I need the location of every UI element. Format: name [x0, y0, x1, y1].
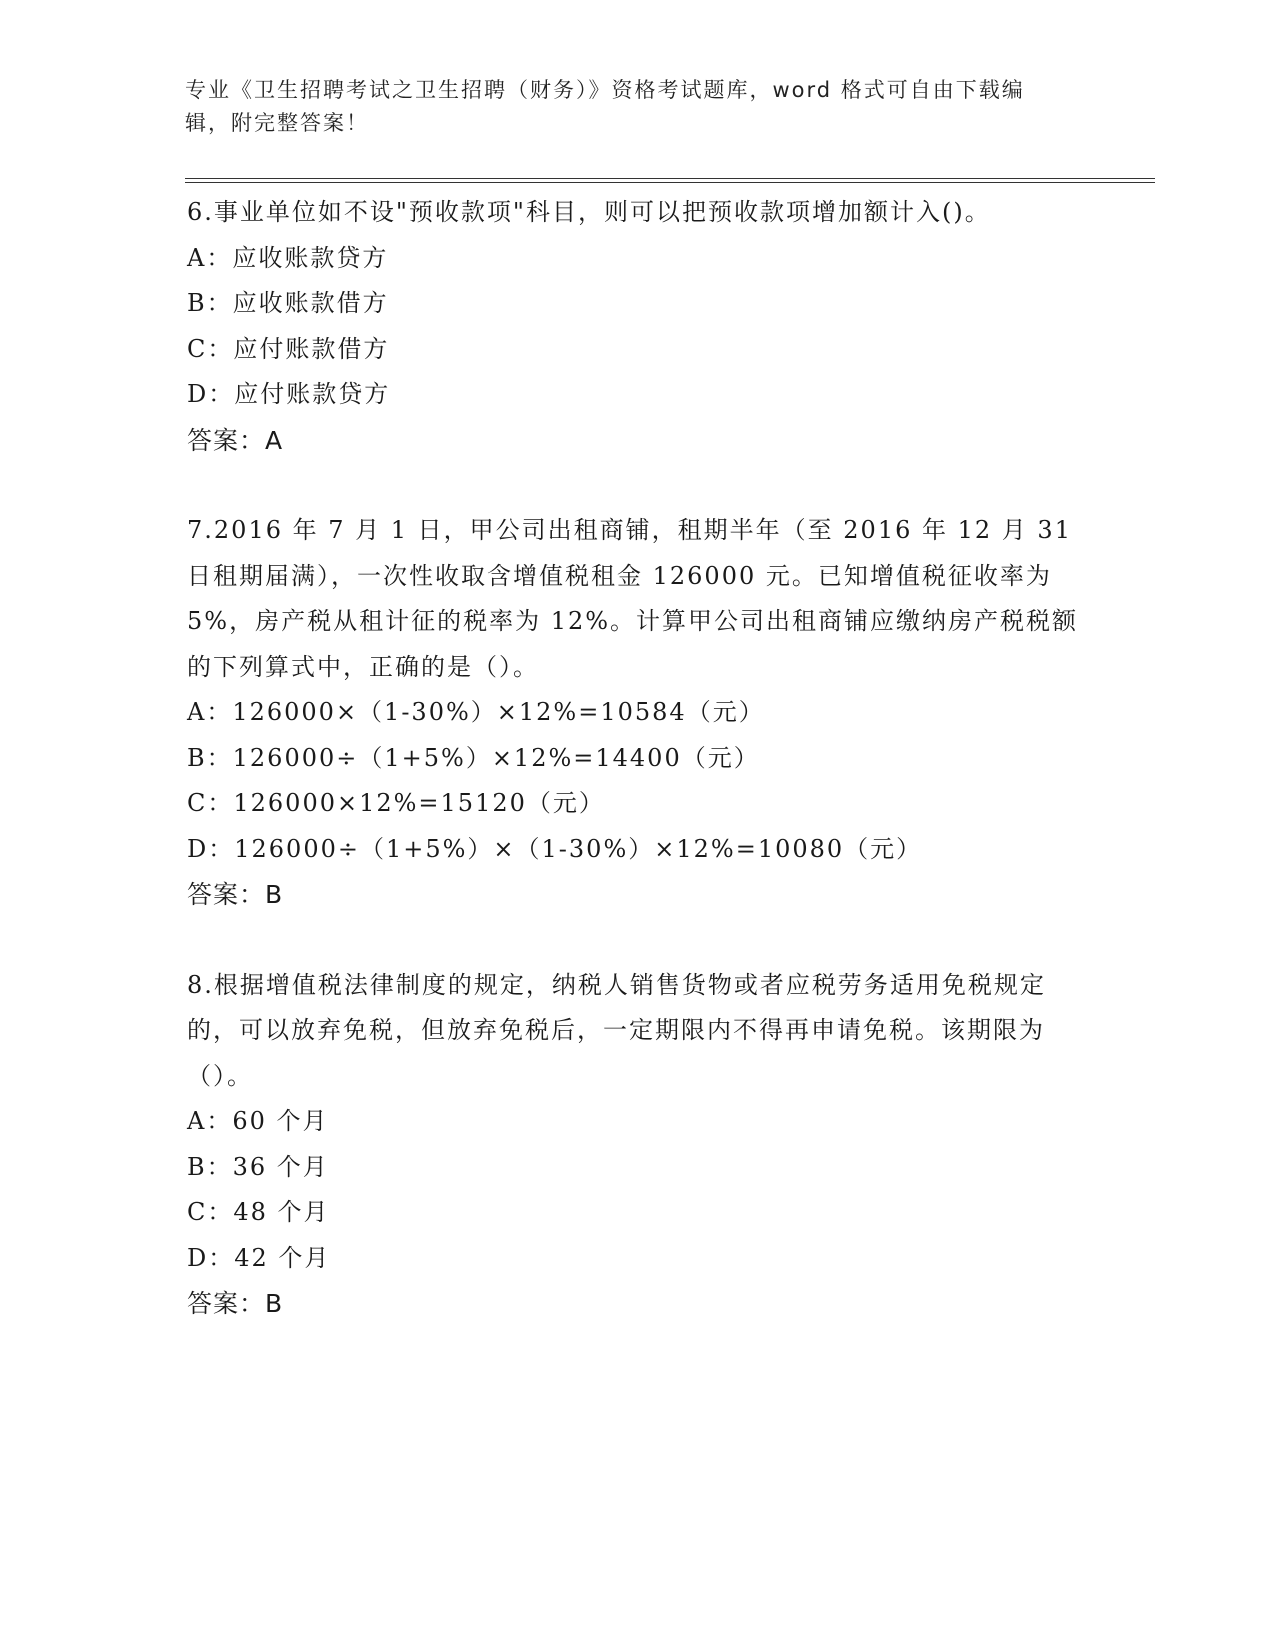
question-7 — [187, 508, 1087, 918]
option-d: D：应付账款贷方 — [187, 380, 391, 408]
option-c: C：48 个月 — [187, 1198, 330, 1226]
header-divider-top — [185, 178, 1155, 179]
question-stem: 7.2016 年 7 月 1 日，甲公司出租商铺，租期半年（至 2016 年 12 月 31 日租期届满），一次性收取含增值税租金 126000 元。已知增值税征收率为 5%，房产税从租计征的税率为 12%。计算甲公司出租商铺应缴纳房产税税额的下列算式中，正确的是（）。 — [187, 516, 1079, 681]
header-divider-bottom — [185, 182, 1155, 183]
option-a: A：60 个月 — [187, 1107, 329, 1135]
document-header: 专业《卫生招聘考试之卫生招聘（财务）》资格考试题库，word 格式可自由下载编辑，附完整答案！ — [185, 78, 1025, 135]
question-6 — [187, 190, 1087, 463]
option-a: A：应收账款贷方 — [187, 243, 389, 272]
option-b: B：126000÷（1+5%）×12%=14400（元） — [187, 743, 760, 772]
option-b: B：应收账款借方 — [187, 289, 389, 317]
question-8 — [187, 963, 1087, 1327]
answer-line: 答案：B — [187, 880, 284, 909]
question-list — [187, 190, 1087, 1372]
option-c: C：应付账款借方 — [187, 334, 390, 363]
question-stem: 6.事业单位如不设"预收款项"科目，则可以把预收款项增加额计入()。 — [187, 198, 991, 226]
option-b: B：36 个月 — [187, 1152, 329, 1181]
option-d: D：42 个月 — [187, 1243, 331, 1272]
option-d: D：126000÷（1+5%）×（1-30%）×12%=10080（元） — [187, 834, 923, 863]
answer-line: 答案：A — [187, 425, 284, 455]
option-c: C：126000×12%=15120（元） — [187, 789, 605, 817]
option-a: A：126000×（1-30%）×12%=10584（元） — [187, 698, 765, 726]
answer-line: 答案：B — [187, 1289, 284, 1318]
question-stem: 8.根据增值税法律制度的规定，纳税人销售货物或者应税劳务适用免税规定的，可以放弃免税，但放弃免税后，一定期限内不得再申请免税。该期限为（）。 — [187, 970, 1046, 1090]
